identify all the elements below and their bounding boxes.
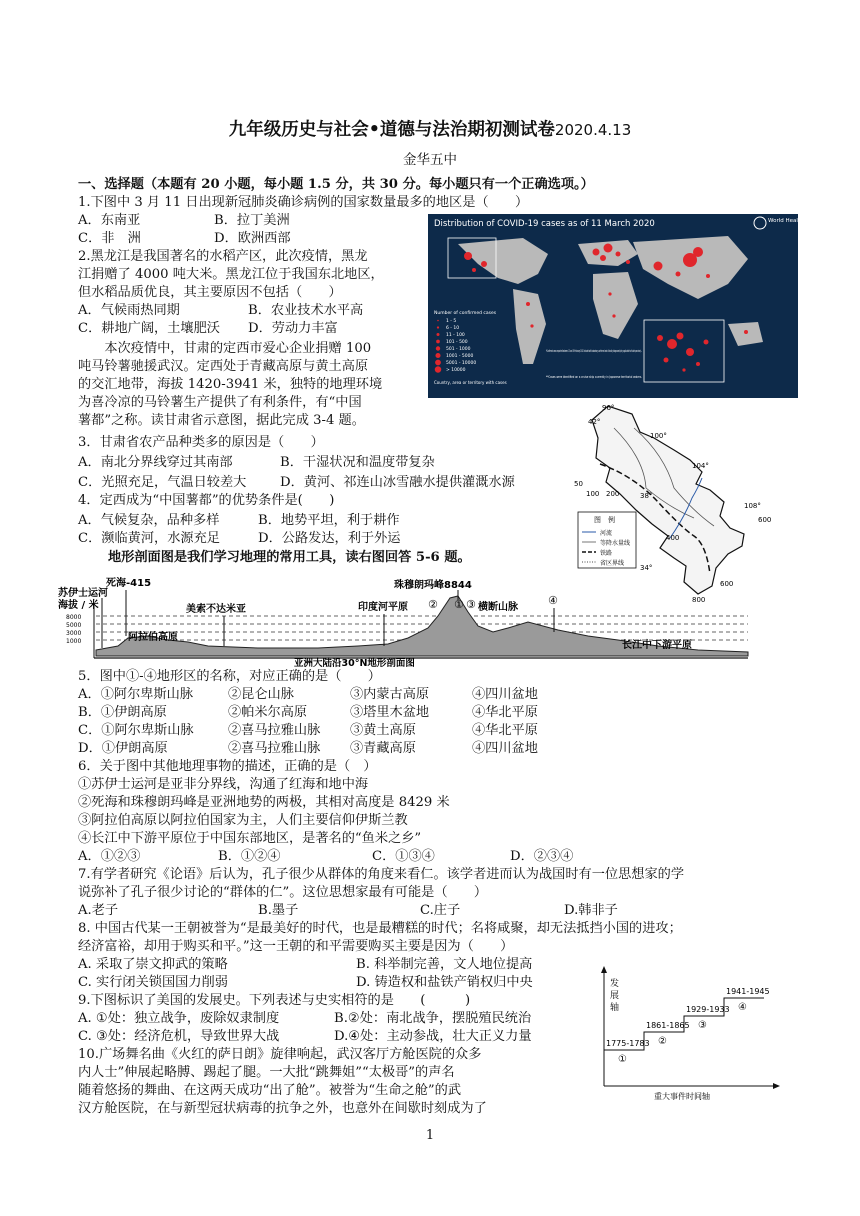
profile-mark-4: ④ xyxy=(548,594,558,607)
q9-option-b: B.②处：南北战争，摆脱殖民统治 xyxy=(334,1011,532,1026)
q2-option-a: A．气候雨热同期 xyxy=(78,303,180,318)
q2-stem-line1: 2.黑龙江是我国著名的水稻产区，此次疫情，黑龙 xyxy=(78,249,368,264)
q5-stem: 5．图中①-④地形区的名称，对应正确的是（ ） xyxy=(78,669,381,684)
q9-option-c: C. ③处：经济危机，导致世界大战 xyxy=(78,1029,280,1044)
q4-stem: 4．定西成为“中国薯都”的优势条件是( ) xyxy=(78,493,335,508)
lon-label-108: 108° xyxy=(744,502,761,510)
suez-label: 苏伊士运河 xyxy=(58,588,108,599)
q8-option-c: C. 实行闭关锁国国力削弱 xyxy=(78,975,228,990)
profile-caption: 亚洲大陆沿30°N地形剖面图 xyxy=(294,658,415,669)
profile-mark-2: ② xyxy=(428,598,438,611)
covid-legend-note: Country, area or territory with cases xyxy=(434,380,507,385)
elev-label-100: 100 xyxy=(586,490,600,498)
q9-stem: 9.下图标识了美国的发展史。下列表述与史实相符的是 ( ) xyxy=(78,993,471,1008)
region-arabian-plateau: 阿拉伯高原 xyxy=(128,632,178,643)
elev-label-50: 50 xyxy=(574,480,583,488)
x-axis-arrow-icon xyxy=(773,1083,780,1089)
elev-label-600b: 600 xyxy=(720,580,734,588)
q3-option-c: C．光照充足，气温日较差大 xyxy=(78,475,247,490)
q2-option-d: D．劳动力丰富 xyxy=(248,321,338,336)
passage-line2: 吨马铃薯驰援武汉。定西处于青藏高原与黄土高原 xyxy=(78,359,369,374)
passage-line4: 为喜冷凉的马铃薯生产提供了有利条件，有“中国 xyxy=(78,395,362,410)
covid-legend-label-1: 1 - 5 xyxy=(446,319,457,324)
q2-option-b: B．农业技术水平高 xyxy=(248,303,364,318)
q6-statement-1: ①苏伊士运河是亚非分界线，沟通了红海和地中海 xyxy=(78,777,369,792)
passage-line5: 薯都”之称。读甘肃省示意图，据此完成 3-4 题。 xyxy=(78,413,365,428)
covid-legend-bubble-7 xyxy=(435,360,441,366)
lon-label-96: 96° xyxy=(602,404,615,412)
school-name: 金华五中 xyxy=(403,152,457,168)
passage-line1: 本次疫情中，甘肃的定西市爱心企业捐赠 100 xyxy=(78,341,372,356)
gansu-legend xyxy=(578,512,636,568)
q4-option-c: C．濒临黄河，水源充足 xyxy=(78,531,220,546)
q1-option-d: D．欧洲西部 xyxy=(214,231,291,246)
q6-option-b: B．①②④ xyxy=(218,849,281,864)
step-2-mark: ② xyxy=(658,1036,667,1047)
step-4-period: 1941-1945 xyxy=(726,987,770,996)
y-tick-8000: 8000 xyxy=(66,614,82,621)
elev-label-200: 200 xyxy=(606,490,620,498)
covid-map-figure xyxy=(428,214,841,398)
q3-option-a: A．南北分界线穿过其南部 xyxy=(78,455,233,470)
covid-note-1: *Confirmed cases reported between 13 and 19 February 2020 include both laboratory-confirmed and clinically diagnosed (only applicable to Hubei province)... xyxy=(546,349,642,353)
q10-line2: 内人士”伸展起略膊、踢起了腿。一大批“跳舞姐”“太极哥”的声名 xyxy=(78,1065,455,1080)
page-number: 1 xyxy=(425,1128,435,1143)
elev-label-800: 800 xyxy=(692,596,706,604)
q1-option-b: B．拉丁美洲 xyxy=(214,213,290,228)
covid-legend-bubble-1 xyxy=(437,320,439,322)
covid-legend-bubble-4 xyxy=(436,340,440,344)
q6-statement-2: ②死海和珠穆朗玛峰是亚洲地势的两极，其相对高度是 8429 米 xyxy=(78,795,450,810)
q5-row-4-col-4: ④四川盆地 xyxy=(472,741,538,756)
q9-option-a: A. ①处：独立战争，废除奴隶制度 xyxy=(78,1011,280,1026)
q7-option-d: D.韩非子 xyxy=(564,903,618,918)
q5-row-2-col-1: B．①伊朗高原 xyxy=(78,705,167,720)
terrain-profile-figure xyxy=(58,576,750,668)
covid-note-2: **Cases were identified on a cruise ship currently in Japanese territorial waters. xyxy=(546,375,642,379)
y-axis-label-char-1: 发 xyxy=(610,979,620,989)
q1-stem: 1.下图中 3 月 11 日出现新冠肺炎确诊病例的国家数量最多的地区是（ ） xyxy=(78,195,529,210)
lat-label-42: 42° xyxy=(588,418,601,426)
region-hengduan: 横断山脉 xyxy=(478,602,518,613)
covid-legend-bubble-6 xyxy=(435,353,440,358)
y-axis-label xyxy=(610,977,619,1013)
who-name: World Health Organization xyxy=(768,218,841,224)
q1-option-c: C．非 洲 xyxy=(78,231,141,246)
profile-intro: 地形剖面图是我们学习地理的常用工具，读右图回答 5-6 题。 xyxy=(108,550,471,565)
covid-legend-label-7: 5001 - 10000 xyxy=(446,361,477,366)
lon-label-104: 104° xyxy=(692,462,709,470)
q5-row-3-col-4: ④华北平原 xyxy=(472,723,538,738)
y-tick-1000: 1000 xyxy=(66,638,82,645)
lon-label-100: 100° xyxy=(650,432,667,440)
covid-legend-label-8: > 10000 xyxy=(446,368,466,373)
covid-legend-title: Number of confirmed cases xyxy=(434,311,497,316)
covid-legend-label-2: 6 - 10 xyxy=(446,326,460,331)
q6-option-a: A．①②③ xyxy=(78,849,141,864)
map-inset-europe xyxy=(644,320,724,382)
step-2-period: 1861-1865 xyxy=(646,1021,690,1030)
covid-legend-bubble-3 xyxy=(437,333,440,336)
q4-option-b: B．地势平坦，利于耕作 xyxy=(258,513,400,528)
q6-stem: 6．关于图中其他地理事物的描述，正确的是（ ） xyxy=(78,759,377,774)
q8-option-d: D. 铸造权和盐铁产销权归中央 xyxy=(356,975,533,990)
y-tick-3000: 3000 xyxy=(66,630,82,637)
q5-row-1-col-3: ③内蒙古高原 xyxy=(350,687,430,702)
gansu-map-figure xyxy=(574,398,774,604)
q7-stem-line2: 说弥补了孔子很少讨论的“群体的仁”。这位思想家最有可能是（ ） xyxy=(78,885,488,900)
legend-railway: 铁路 xyxy=(600,550,613,557)
q5-row-2-col-2: ②帕米尔高原 xyxy=(228,705,308,720)
q5-row-4-col-3: ③青藏高原 xyxy=(350,741,416,756)
q5-row-1-col-2: ②昆仑山脉 xyxy=(228,687,294,702)
q1-option-a: A．东南亚 xyxy=(78,213,141,228)
q5-row-1-col-1: A．①阿尔卑斯山脉 xyxy=(78,687,194,702)
q3-stem: 3．甘肃省农产品种类多的原因是（ ） xyxy=(78,435,324,450)
lat-label-34: 34° xyxy=(640,564,653,572)
q2-stem-line2: 江捐赠了 4000 吨大米。黑龙江位于我国东北地区， xyxy=(78,267,384,282)
q8-stem-line1: 8. 中国古代某一王朝被誉为“是最美好的时代，也是最糟糕的时代；名将咸聚，却无法抵挡小国的进攻； xyxy=(78,921,682,936)
q9-option-d: D.④处：主动参战，壮大正义力量 xyxy=(334,1029,532,1044)
region-mesopotamia: 美索不达米亚 xyxy=(186,604,246,615)
q5-row-4-col-2: ②喜马拉雅山脉 xyxy=(228,741,321,756)
q3-option-d: D．黄河、祁连山冰雪融水提供灌溉水源 xyxy=(280,475,515,490)
elev-label-600a: 600 xyxy=(758,516,772,524)
step-1-period: 1775-1783 xyxy=(606,1039,650,1048)
q10-line3: 随着悠扬的舞曲、在这两天成功“出了舱”。被誉为“生命之舱”的武 xyxy=(78,1083,462,1098)
region-indus-plain: 印度河平原 xyxy=(358,602,408,613)
lat-label-38: 38° xyxy=(640,492,653,500)
q7-option-a: A.老子 xyxy=(78,903,119,918)
step-1-mark: ① xyxy=(618,1054,627,1065)
q6-statement-3: ③阿拉伯高原以阿拉伯国家为主，人们主要信仰伊斯兰教 xyxy=(78,813,408,828)
q7-option-b: B.墨子 xyxy=(258,903,299,918)
y-tick-5000: 5000 xyxy=(66,622,82,629)
q4-option-d: D．公路发达，利于外运 xyxy=(258,531,401,546)
y-axis-label: 海拔 / 米 xyxy=(58,600,99,611)
legend-isohyet: 等降水量线 xyxy=(600,540,631,547)
profile-mark-1: ① xyxy=(454,598,464,611)
section-heading: 一、选择题（本题有 20 小题，每小题 1.5 分，共 30 分。每小题只有一个正确选项。） xyxy=(78,177,594,192)
covid-legend-bubble-8 xyxy=(435,366,442,373)
legend-border: 省区界线 xyxy=(600,560,625,567)
region-yangtze-plain: 长江中下游平原 xyxy=(622,640,692,651)
covid-legend-bubble-5 xyxy=(436,346,440,350)
q6-statement-4: ④长江中下游平原位于中国东部地区，是著名的“鱼米之乡” xyxy=(78,831,422,846)
step-3-mark: ③ xyxy=(698,1020,707,1031)
q6-option-c: C．①③④ xyxy=(372,849,435,864)
passage-line3: 的交汇地带，海拔 1420-3941 米，独特的地理环境 xyxy=(78,377,383,392)
q2-option-c: C．耕地广阔，土壤肥沃 xyxy=(78,321,220,336)
q10-line1: 10.广场舞名曲《火红的萨日朗》旋律响起，武汉客厅方舱医院的众多 xyxy=(78,1047,482,1062)
q5-row-3-col-1: C．①阿尔卑斯山脉 xyxy=(78,723,194,738)
gansu-legend-title: 图 例 xyxy=(594,516,615,524)
q6-option-d: D．②③④ xyxy=(510,849,574,864)
y-axis-label-char-2: 展 xyxy=(610,991,620,1001)
q4-option-a: A．气候复杂，品种多样 xyxy=(78,513,220,528)
q5-row-1-col-4: ④四川盆地 xyxy=(472,687,538,702)
y-axis-label-char-3: 轴 xyxy=(610,1003,620,1013)
covid-legend-label-3: 11 - 100 xyxy=(446,333,465,338)
elev-label-400: 400 xyxy=(666,534,680,542)
y-axis-arrow-icon xyxy=(601,966,607,973)
covid-legend-bubble-2 xyxy=(437,326,439,328)
q7-option-c: C.庄子 xyxy=(420,903,461,918)
title-text: 九年级历史与社会•道德与法治期初测试卷 xyxy=(228,120,555,140)
q5-row-2-col-3: ③塔里木盆地 xyxy=(350,705,430,720)
q8-option-a: A. 采取了崇文抑武的策略 xyxy=(78,957,228,972)
q7-stem-line1: 7.有学者研究《论语》后认为，孔子很少从群体的角度来看仁。该学者进而认为战国时有一位思想家的学 xyxy=(78,867,685,882)
everest-label: 珠穆朗玛峰8844 xyxy=(394,580,472,591)
step-3-period: 1929-1933 xyxy=(686,1005,730,1014)
exam-date: 2020.4.13 xyxy=(554,121,632,139)
covid-legend-label-5: 501 - 1000 xyxy=(446,347,471,352)
q10-line4: 汉方舱医院，在与新型冠状病毒的抗争之外，也意外在间歇时刻成为了 xyxy=(78,1101,487,1116)
legend-river: 河流 xyxy=(600,530,613,537)
covid-map-title: Distribution of COVID-19 cases as of 11 March 2020 xyxy=(434,219,655,229)
q5-row-2-col-4: ④华北平原 xyxy=(472,705,538,720)
profile-mark-3: ③ xyxy=(466,598,476,611)
q5-row-3-col-3: ③黄土高原 xyxy=(350,723,416,738)
us-history-chart xyxy=(596,966,780,1100)
covid-legend-label-6: 1001 - 5000 xyxy=(446,354,474,359)
q8-option-b: B. 科举制完善，文人地位提高 xyxy=(356,957,533,972)
exam-title xyxy=(0,116,860,141)
q5-row-4-col-1: D．①伊朗高原 xyxy=(78,741,168,756)
step-4-mark: ④ xyxy=(738,1002,747,1013)
x-axis-label: 重大事件时间轴 xyxy=(654,1092,710,1101)
q5-row-3-col-2: ②喜马拉雅山脉 xyxy=(228,723,321,738)
dead-sea-label: 死海-415 xyxy=(106,578,152,589)
q2-stem-line3: 但水稻品质优良，其主要原因不包括（ ） xyxy=(78,285,342,300)
covid-legend-label-4: 101 - 500 xyxy=(446,340,468,345)
q3-option-b: B．干湿状况和温度带复杂 xyxy=(280,455,435,470)
q8-stem-line2: 经济富裕，却用于购买和平。”这一王朝的和平需要购买主要是因为（ ） xyxy=(78,939,514,954)
